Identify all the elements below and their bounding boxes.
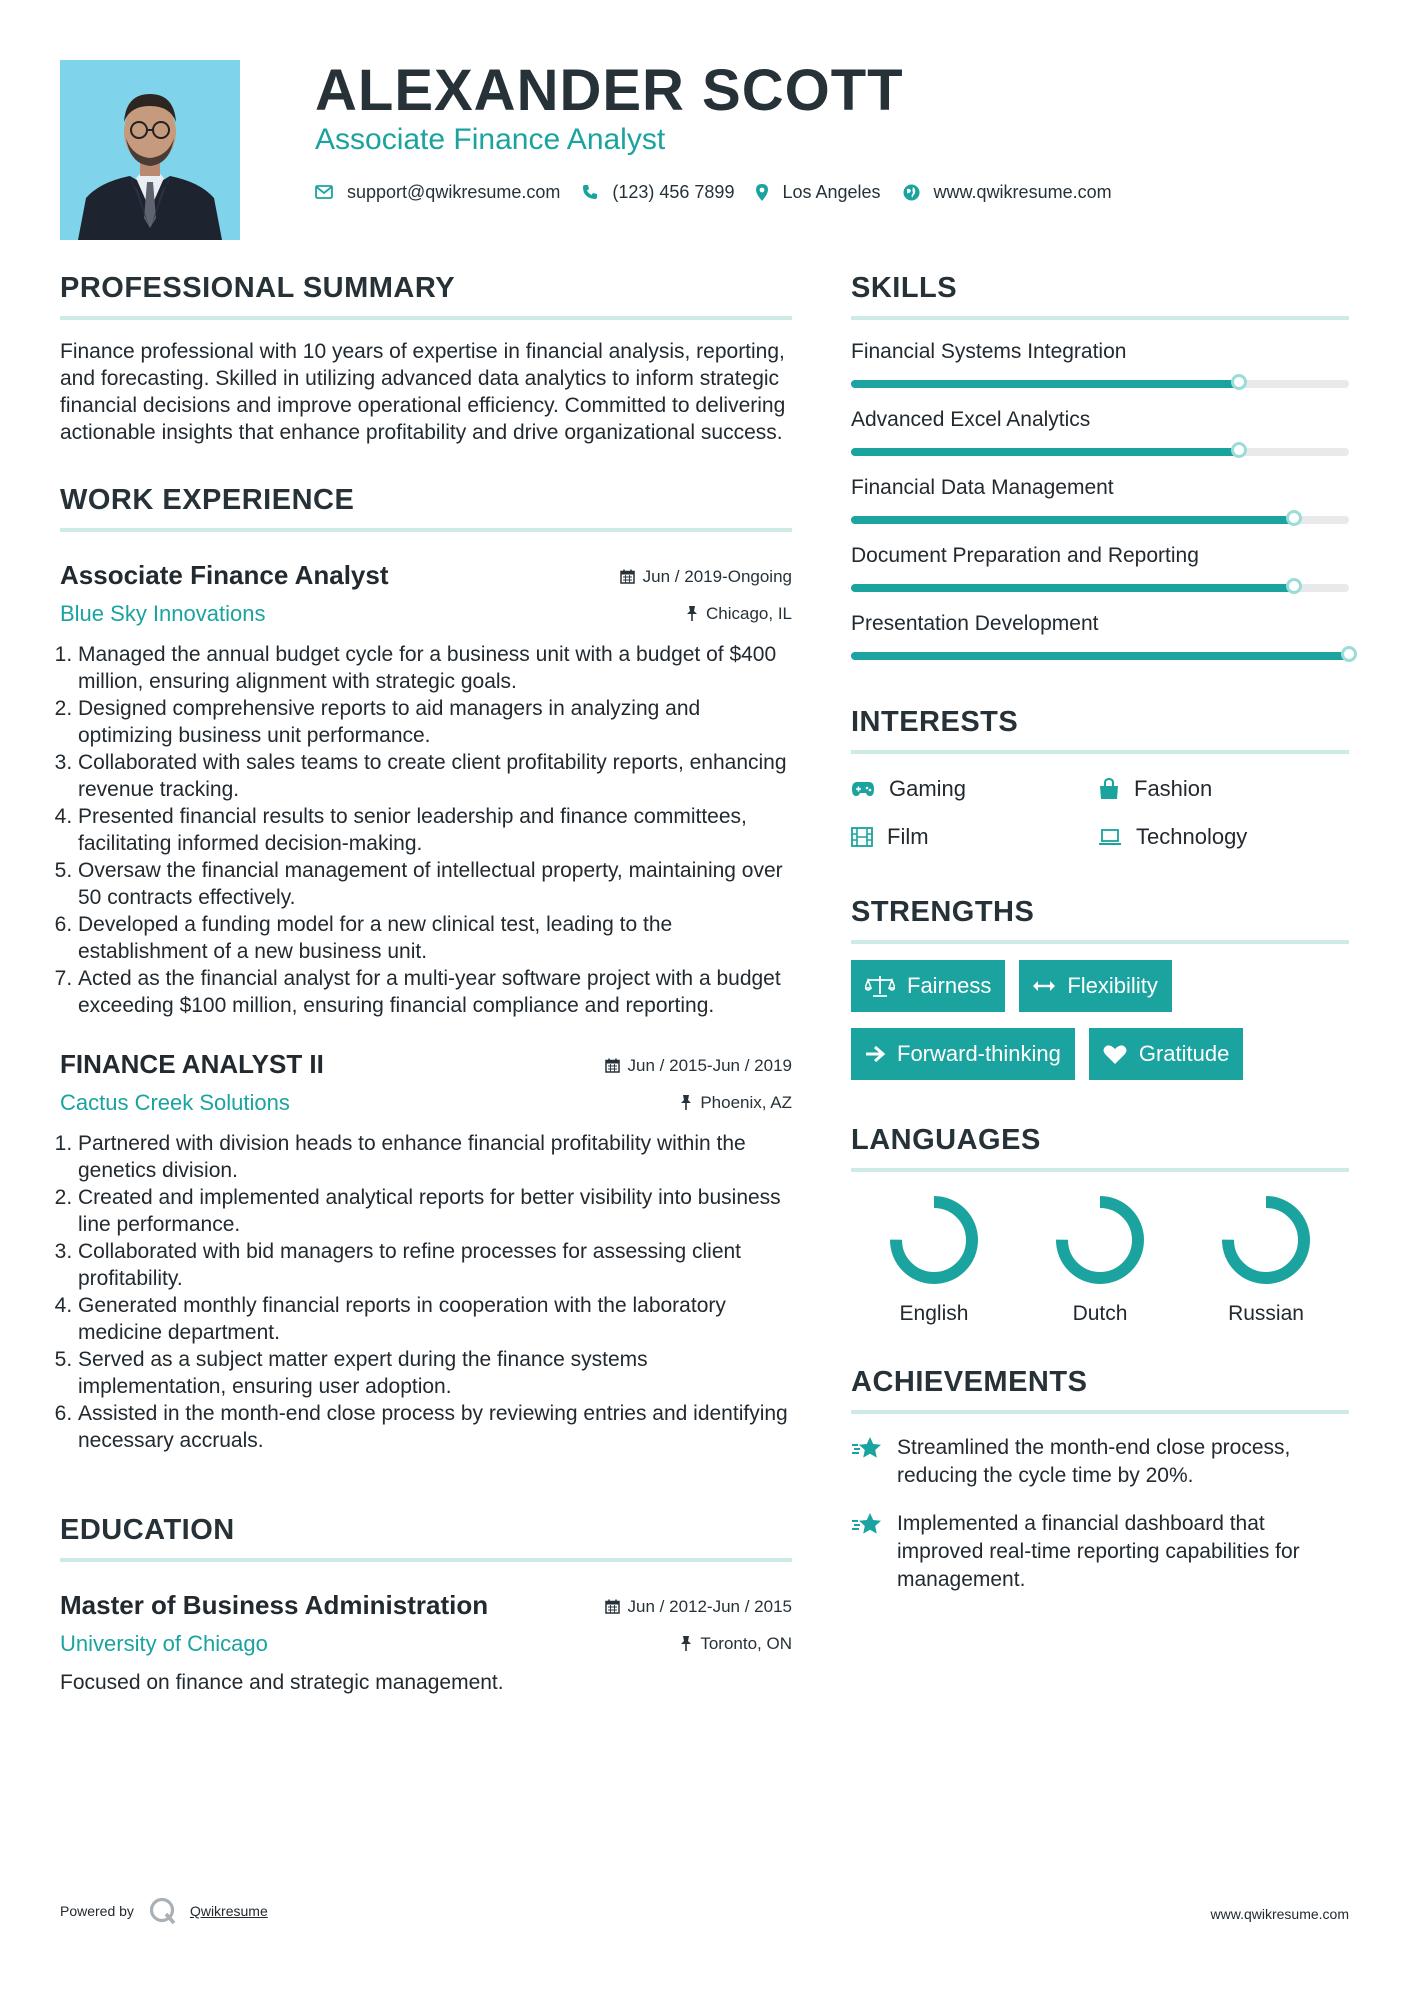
- arrows-horizontal-icon: [1033, 980, 1055, 992]
- achievements-section: [851, 1364, 1349, 1594]
- laptop-icon: [1098, 828, 1122, 846]
- interest-item: [1098, 824, 1345, 850]
- languages-section: [851, 1122, 1349, 1326]
- job-dates-text: Jun / 2015-Jun / 2019: [627, 1055, 792, 1075]
- strength-chip: [851, 1028, 1075, 1080]
- skill-item: [851, 406, 1349, 456]
- duty-item: 2. Designed comprehensive reports to aid managers in analyzing and optimizing business unit performance.: [78, 695, 792, 749]
- shopping-bag-icon: [1098, 778, 1120, 800]
- language-name: English: [899, 1302, 969, 1325]
- language-item: [851, 1192, 1017, 1326]
- contact-bar: [315, 178, 1134, 206]
- achievement-item: [851, 1434, 1349, 1490]
- interests-section: [851, 704, 1349, 850]
- skill-level-knob: [1231, 374, 1247, 390]
- job-title: FINANCE ANALYST II: [60, 1049, 324, 1079]
- balance-scale-icon: [865, 975, 895, 997]
- education-section: [60, 1512, 792, 1695]
- skill-name: Presentation Development: [851, 612, 1099, 635]
- section-title: STRENGTHS: [851, 894, 1349, 944]
- skill-name: Advanced Excel Analytics: [851, 408, 1091, 431]
- skill-item: [851, 474, 1349, 524]
- interest-item: [851, 776, 1098, 802]
- strength-chip: [1019, 960, 1171, 1012]
- achievement-item: [851, 1510, 1349, 1594]
- brand-link[interactable]: Qwikresume: [189, 1903, 268, 1919]
- pin-icon: [686, 606, 698, 621]
- section-title: INTERESTS: [851, 704, 1349, 754]
- star-icon: [851, 1436, 883, 1462]
- skill-bar-fill: [851, 380, 1239, 388]
- duty-item: 1. Partnered with division heads to enhance financial profitability within the genetics division.: [78, 1130, 792, 1184]
- interest-label: Technology: [1136, 824, 1248, 849]
- contact-phone-text: (123) 456 7899: [612, 181, 735, 202]
- candidate-title: Associate Finance Analyst: [315, 123, 666, 156]
- section-title: ACHIEVEMENTS: [851, 1364, 1349, 1414]
- film-icon: [851, 827, 873, 847]
- skill-bar: [851, 652, 1349, 660]
- achievement-text: Streamlined the month-end close process, reducing the cycle time by 20%.: [897, 1436, 1291, 1487]
- education-description: Focused on finance and strategic management.: [60, 1671, 504, 1694]
- calendar-icon: [620, 569, 635, 584]
- skill-bar-fill: [851, 584, 1294, 592]
- strength-chip: [851, 960, 1005, 1012]
- duty-item: 7. Acted as the financial analyst for a multi-year software project with a budget exceeding $100 million, ensuring financial compliance and reporting.: [78, 965, 792, 1019]
- duty-item: 4. Generated monthly financial reports in cooperation with the laboratory medicine department.: [78, 1292, 792, 1346]
- powered-by-label: Powered by: [60, 1903, 134, 1919]
- language-name: Russian: [1228, 1302, 1304, 1325]
- duty-list: [60, 641, 792, 1019]
- school-name: University of Chicago: [60, 1631, 268, 1656]
- globe-icon: [903, 184, 920, 201]
- skill-level-knob: [1341, 646, 1357, 662]
- calendar-icon: [605, 1058, 620, 1073]
- strength-label: Forward-thinking: [897, 1041, 1061, 1066]
- company-name: Blue Sky Innovations: [60, 601, 266, 626]
- strength-label: Flexibility: [1067, 973, 1158, 998]
- job-entry: [60, 560, 792, 1019]
- education-entry: [60, 1590, 792, 1695]
- experience-section: [60, 482, 792, 1454]
- job-location: [686, 604, 792, 624]
- duty-item: 4. Presented financial results to senior leadership and finance committees, facilitating informed decision-making.: [78, 803, 792, 857]
- gamepad-icon: [851, 781, 875, 797]
- company-name: Cactus Creek Solutions: [60, 1090, 290, 1115]
- contact-location-text: Los Angeles: [782, 181, 881, 202]
- job-title: Associate Finance Analyst: [60, 560, 389, 590]
- skill-bar-fill: [851, 448, 1239, 456]
- skill-bar: [851, 380, 1349, 388]
- skill-name: Financial Data Management: [851, 476, 1114, 499]
- strength-label: Gratitude: [1138, 1041, 1230, 1066]
- job-location-text: Phoenix, AZ: [700, 1092, 792, 1112]
- summary-section: [60, 270, 792, 446]
- footer-branding: [60, 1896, 268, 1926]
- education-location-text: Toronto, ON: [700, 1633, 792, 1653]
- contact-email[interactable]: [315, 182, 560, 203]
- skills-list: [851, 338, 1349, 660]
- duty-item: 3. Collaborated with bid managers to refine processes for assessing client profitability.: [78, 1238, 792, 1292]
- duty-item: 1. Managed the annual budget cycle for a business unit with a budget of $400 million, ensuring alignment with strategic goals.: [78, 641, 792, 695]
- language-ring: [1052, 1192, 1148, 1288]
- section-title: LANGUAGES: [851, 1122, 1349, 1172]
- phone-icon: [582, 184, 598, 200]
- skill-bar-fill: [851, 516, 1294, 524]
- education-dates-text: Jun / 2012-Jun / 2015: [627, 1596, 792, 1616]
- section-title: SKILLS: [851, 270, 1349, 320]
- language-ring: [886, 1192, 982, 1288]
- contact-website-text: www.qwikresume.com: [933, 181, 1112, 202]
- contact-website[interactable]: [903, 182, 1112, 203]
- language-item: [1183, 1192, 1349, 1326]
- skill-bar: [851, 584, 1349, 592]
- job-dates: [605, 1056, 792, 1076]
- section-title: PROFESSIONAL SUMMARY: [60, 270, 792, 320]
- section-title: EDUCATION: [60, 1512, 792, 1562]
- star-icon: [851, 1512, 883, 1538]
- education-dates: [605, 1597, 792, 1617]
- interest-label: Film: [887, 824, 929, 849]
- strength-label: Fairness: [907, 973, 992, 998]
- skill-item: [851, 542, 1349, 592]
- job-entry: [60, 1049, 792, 1454]
- right-column: [851, 270, 1349, 1594]
- skill-bar: [851, 448, 1349, 456]
- job-location-text: Chicago, IL: [706, 603, 792, 623]
- language-name: Dutch: [1072, 1302, 1128, 1325]
- duty-item: 3. Collaborated with sales teams to create client profitability reports, enhancing revenue tracking.: [78, 749, 792, 803]
- duty-item: 6. Assisted in the month-end close process by reviewing entries and identifying necessary accruals.: [78, 1400, 792, 1454]
- contact-phone[interactable]: [582, 182, 734, 203]
- interest-item: [1098, 776, 1345, 802]
- interests-grid: [851, 776, 1349, 850]
- arrow-right-icon: [865, 1045, 885, 1063]
- duty-list: [60, 1130, 792, 1454]
- education-location: [680, 1634, 792, 1654]
- interest-item: [851, 824, 1098, 850]
- skill-name: Document Preparation and Reporting: [851, 544, 1199, 567]
- skill-level-knob: [1231, 442, 1247, 458]
- languages-list: [851, 1192, 1349, 1326]
- heart-icon: [1103, 1044, 1127, 1065]
- skill-item: [851, 338, 1349, 388]
- pin-icon: [680, 1636, 692, 1651]
- job-location: [680, 1093, 792, 1113]
- language-ring: [1218, 1192, 1314, 1288]
- duty-item: 6. Developed a funding model for a new clinical test, leading to the establishment of a new business unit.: [78, 911, 792, 965]
- job-dates-text: Jun / 2019-Ongoing: [642, 566, 792, 586]
- skill-bar-fill: [851, 652, 1349, 660]
- strength-chip: [1089, 1028, 1244, 1080]
- section-title: WORK EXPERIENCE: [60, 482, 792, 532]
- footer-website[interactable]: www.qwikresume.com: [1210, 1906, 1349, 1922]
- skills-section: [851, 270, 1349, 660]
- duty-item: 5. Served as a subject matter expert during the finance systems implementation, ensuring user adoption.: [78, 1346, 792, 1400]
- summary-text: Finance professional with 10 years of expertise in financial analysis, reporting, and forecasting. Skilled in utilizing advanced data analytics to inform strategic financial decisions and improve operational efficiency. Committed to delivering actionable insights that enhance profitability and drive organizational success.: [60, 340, 786, 444]
- degree-title: Master of Business Administration: [60, 1590, 489, 1620]
- skill-item: [851, 610, 1349, 660]
- envelope-icon: [315, 185, 333, 199]
- contact-location: [756, 182, 880, 203]
- strengths-list: [851, 960, 1349, 1096]
- achievement-text: Implemented a financial dashboard that improved real-time reporting capabilities for management.: [897, 1512, 1300, 1591]
- calendar-icon: [605, 1599, 620, 1614]
- interest-label: Gaming: [889, 776, 967, 801]
- map-marker-icon: [756, 184, 768, 201]
- profile-photo: [60, 60, 240, 240]
- job-dates: [620, 567, 792, 587]
- contact-email-text: support@qwikresume.com: [347, 181, 561, 202]
- duty-item: 5. Oversaw the financial management of intellectual property, maintaining over 50 contracts effectively.: [78, 857, 792, 911]
- skill-bar: [851, 516, 1349, 524]
- candidate-name: ALEXANDER SCOTT: [315, 58, 904, 123]
- skill-name: Financial Systems Integration: [851, 340, 1127, 363]
- left-column: [60, 270, 792, 1695]
- skill-level-knob: [1286, 578, 1302, 594]
- interest-label: Fashion: [1134, 776, 1213, 801]
- qwikresume-logo-icon: [148, 1896, 178, 1926]
- language-item: [1017, 1192, 1183, 1326]
- skill-level-knob: [1286, 510, 1302, 526]
- duty-item: 2. Created and implemented analytical reports for better visibility into business line performance.: [78, 1184, 792, 1238]
- pin-icon: [680, 1095, 692, 1110]
- strengths-section: [851, 894, 1349, 1096]
